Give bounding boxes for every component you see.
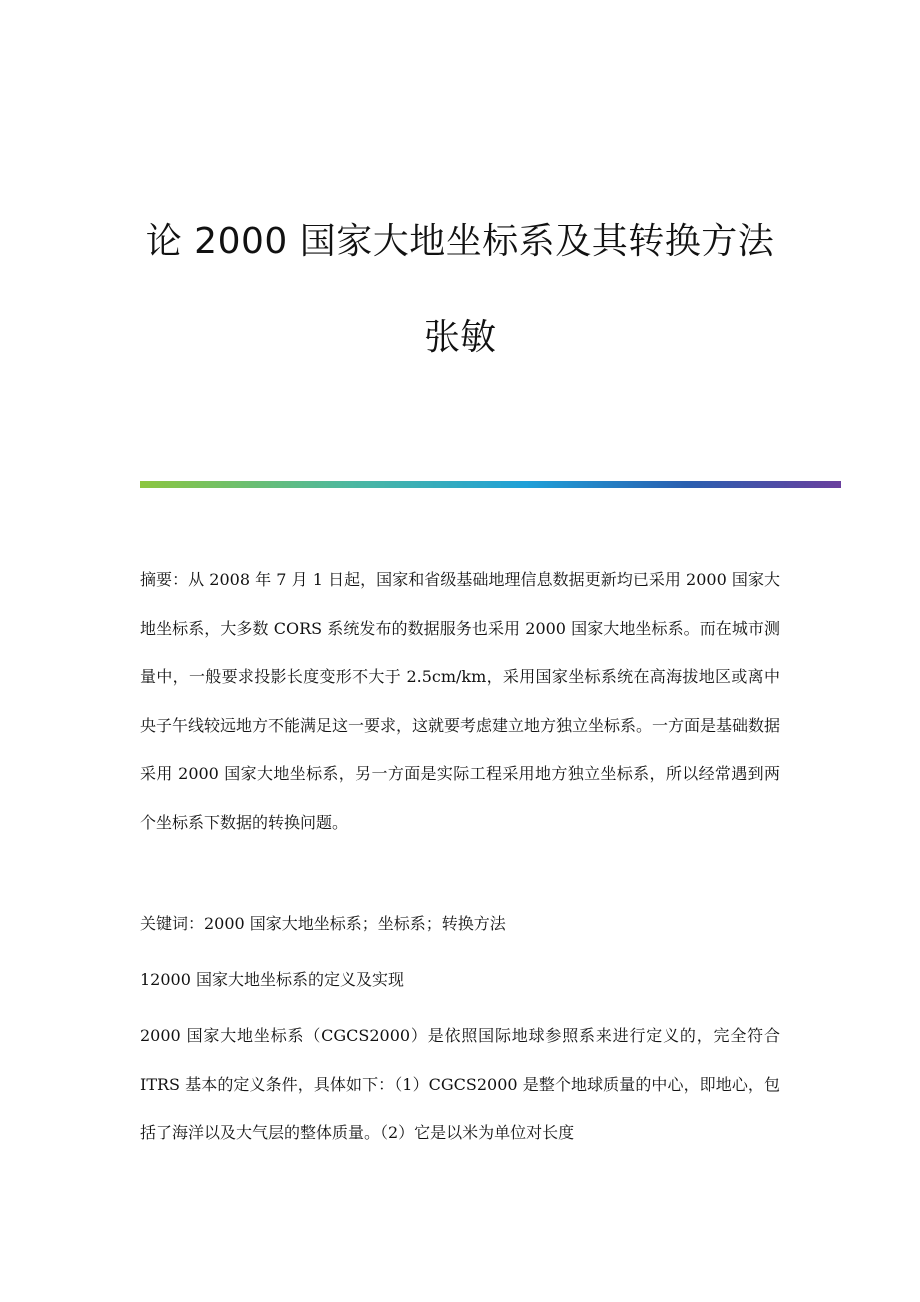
section-paragraph: 2000 国家大地坐标系（CGCS2000）是依照国际地球参照系来进行定义的，完全符合 ITRS 基本的定义条件，具体如下：（1）CGCS2000 是整个地球质量的中心，即地心，包括了海洋以及大气层的整体质量。（2）它是以米为单位对长度 xyxy=(140,1026,780,1142)
abstract-paragraph: 摘要：从 2008 年 7 月 1 日起，国家和省级基础地理信息数据更新均已采用 2000 国家大地坐标系，大多数 CORS 系统发布的数据服务也采用 2000 国家大地坐标系。而在城市测量中，一般要求投影长度变形不大于 2.5cm/km，采用国家坐标系统在高海拔地区或离中央子午线较远地方不能满足这一要求，这就要考虑建立地方独立坐标系。一方面是基础数据采用 2000 国家大地坐标系，另一方面是实际工程采用地方独立坐标系，所以经常遇到两个坐标系下数据的转换问题。 xyxy=(140,570,781,832)
section-heading: 12000 国家大地坐标系的定义及实现 xyxy=(140,970,404,989)
gradient-divider xyxy=(140,481,841,488)
keywords-line: 关键词：2000 国家大地坐标系；坐标系；转换方法 xyxy=(140,914,506,933)
author-name: 张敏 xyxy=(423,317,496,358)
document-title: 论 2000 国家大地坐标系及其转换方法 xyxy=(145,221,775,262)
